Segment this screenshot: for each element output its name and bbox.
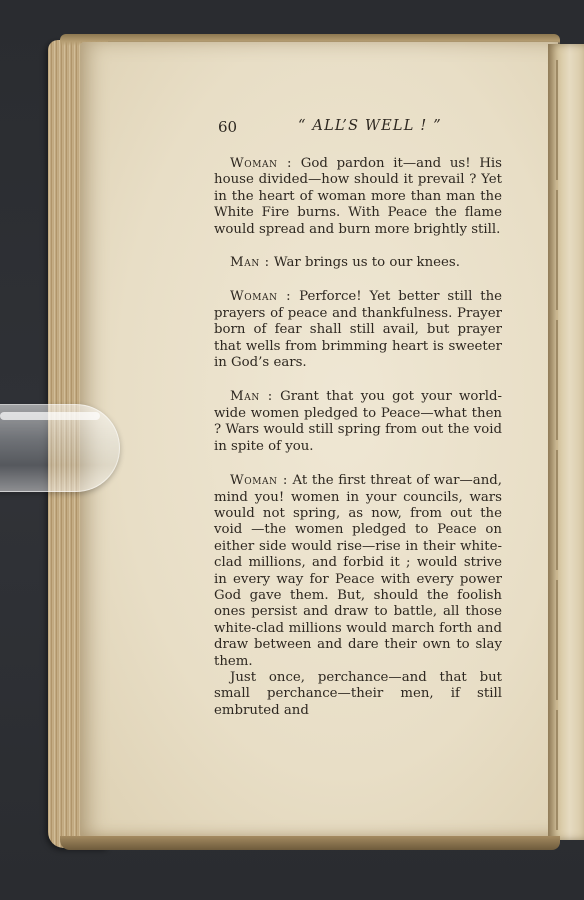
speaker-label: Man : — [230, 389, 273, 405]
paragraph — [214, 473, 502, 670]
paragraph-text: Grant that you got your world-wide women pledged to Peace—what then ? Wars would still spring from out the void in spite of you. — [214, 389, 502, 454]
page-number: 60 — [218, 118, 238, 136]
running-head: “ ALL’S WELL ! ” — [298, 118, 442, 134]
paragraph-text: God pardon it—and us! His house divided—how should it prevail ? Yet in the heart of woman more than man the White Fire burns. With Peace the flame would spread and burn more brightly still. — [214, 156, 502, 237]
paragraph-text: War brings us to our knees. — [269, 255, 460, 271]
paragraph — [214, 255, 502, 271]
book-bottom-edge — [60, 836, 560, 850]
paragraph — [214, 670, 502, 719]
paragraph-text: Just once, perchance—and that but small perchance—their men, if still embruted and — [214, 669, 502, 718]
paragraph — [214, 289, 502, 371]
paragraph — [214, 389, 502, 455]
gutter-fold-line — [556, 60, 558, 830]
page-text — [214, 118, 502, 719]
paragraph-text: Perforce! Yet better still the prayers of peace and thankfulness. Prayer born of fear shall still avail, but prayer that wells from brimming heart is sweeter in God’s ears. — [214, 289, 503, 371]
page-header — [214, 118, 502, 142]
speaker-label: Man : — [230, 255, 270, 271]
speaker-label: Woman : — [230, 156, 293, 171]
speaker-label: Woman : — [230, 289, 292, 305]
paragraph — [214, 156, 502, 238]
page-clip-highlight — [0, 412, 100, 420]
book-gutter — [548, 44, 584, 840]
paragraph-text: At the first threat of war—and, mind you! women in your councils, wars would not spring, as now, from out the void —the women pledged to Peace on either side would rise—rise in their white-clad millions, and forbid it ; would strive in every way for Peace with every power God gave them. But, should the foolish ones persist and draw to battle, all those white-clad millions would march forth and draw between and dare their own to slay them. — [214, 473, 503, 669]
speaker-label: Woman : — [230, 473, 288, 489]
